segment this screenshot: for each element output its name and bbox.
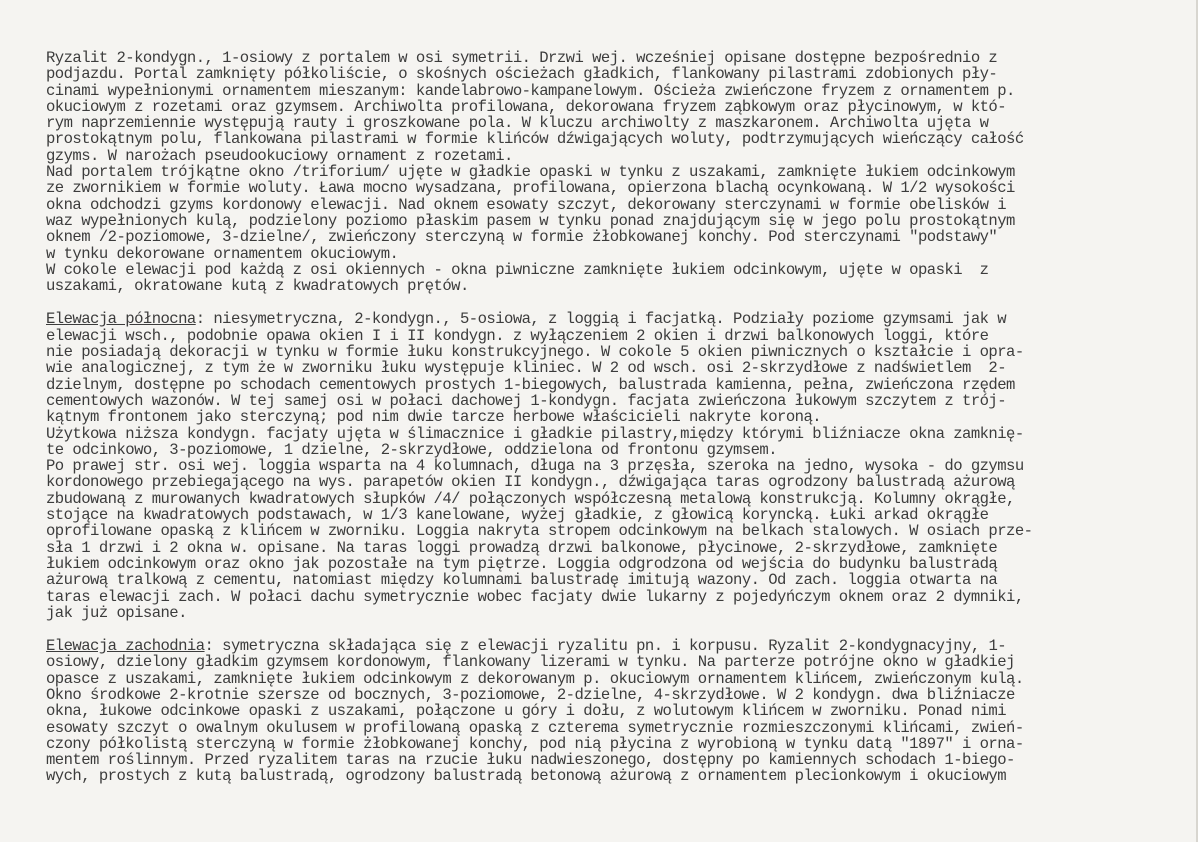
section-heading: Elewacja zachodnia	[46, 637, 205, 656]
paragraph-gap	[46, 294, 1186, 311]
paragraph	[46, 311, 1186, 621]
line-text: elewacji wsch., podobnie opawa okien I i II kondygn. z wyłączeniem 2 okien i drzwi balkonowych loggi, które	[46, 326, 989, 345]
line-text: mentem roślinnym. Przed ryzalitem taras na rzucie łuku nadwieszonego, dostępny po kamiennych schodach 1-biego-	[46, 751, 1015, 770]
text-line	[46, 328, 1186, 344]
line-text: wie analogicznej, z tym że w zworniku łuku występuje kliniec. W 2 od wsch. osi 2-skrzydłowe z nadświetlem 2-	[46, 359, 1007, 378]
text-line	[46, 507, 1186, 523]
line-text: ażurową tralkową z cementu, natomiast między kolumnami balustradę imitują wazony. Od zach. loggia otwarta na	[46, 571, 998, 590]
text-line	[46, 474, 1186, 490]
text-line	[46, 720, 1186, 736]
text-line	[46, 572, 1186, 588]
line-text: kordonowego przebiegającego na wys. parapetów okien II kondygn., dźwigająca taras ogrodzony balustradą ażurową	[46, 473, 1015, 492]
text-line	[46, 687, 1186, 703]
line-text: Nad portalem trójkątne okno /triforium/ ujęte w gładkie opaski w tynku z uszakami, zamknięte łukiem odcinkowym	[46, 163, 1015, 182]
line-text: osiowy, dzielony gładkim gzymsem kordonowym, flankowany lizerami w tynku. Na parterze potrójne okno w gładkiej	[46, 653, 1015, 672]
text-line	[46, 523, 1186, 539]
line-text: te odcinkowo, 3-poziomowe, 1 dzielne, 2-skrzydłowe, oddzielona od frontonu gzymsem.	[46, 440, 778, 459]
text-line	[46, 491, 1186, 507]
line-text: kątnym frontonem jako sterczyną; pod nim dwie tarcze herbowe właścicieli nakryte koroną.	[46, 408, 822, 427]
line-text: dzielnym, dostępne po schodach cementowych prostych 1-biegowych, balustrada kamienna, pełna, zwieńczona rzędem	[46, 375, 1015, 394]
text-line	[46, 736, 1186, 752]
line-text: Ryzalit 2-kondygn., 1-osiowy z portalem w osi symetrii. Drzwi wej. wcześniej opisane dostępne bezpośrednio z	[46, 49, 998, 67]
line-text: nie posiadają dekoracji w tynku w formie łuku konstrukcyjnego. W cokole 5 okien piwnicznych o kształcie i opra-	[46, 343, 1024, 362]
line-text: cementowych wazonów. W tej samej osi w połaci dachowej 1-kondygn. facjata zwieńczona łukowym szczytem z trój-	[46, 391, 1007, 410]
line-text: oprofilowane opaską z klińcem w zworniku. Loggia nakryta stropem odcinkowym na belkach stalowych. W osiach prze-	[46, 522, 1033, 541]
line-text: zbudowaną z murowanych kwadratowych słupków /4/ połączonych współczesną metalową konstrukcją. Kolumny okrągłe,	[46, 489, 1015, 508]
text-line	[46, 99, 1186, 115]
text-line	[46, 556, 1186, 572]
text-line	[46, 278, 1186, 294]
paragraph	[46, 638, 1186, 785]
text-line	[46, 311, 1186, 327]
paragraph	[46, 50, 1186, 294]
text-line	[46, 115, 1186, 131]
text-line	[46, 246, 1186, 262]
line-text: wych, prostych z kutą balustradą, ogrodzony balustradą betonową ażurową z ornamentem plecionkowym i okuciowym	[46, 767, 1007, 786]
text-line	[46, 213, 1186, 229]
section-heading: Elewacja północna	[46, 310, 196, 329]
text-line	[46, 703, 1186, 719]
line-text: okna odchodzi gzyms kordonowy elewacji. Nad oknem esowaty szczyt, dekorowany sterczynami w formie obelisków i	[46, 195, 1007, 214]
text-line	[46, 768, 1186, 784]
line-text: esowaty szczyt o owalnym okulusem w profilowaną opaską z czterema symetrycznie rozmieszczonymi klińcami, zwień-	[46, 718, 1024, 737]
line-text: Okno środkowe 2-krotnie szersze od bocznych, 3-poziomowe, 2-dzielne, 4-skrzydłowe. W 2 kondygn. dwa bliźniacze	[46, 685, 1015, 704]
typewritten-text	[46, 50, 1186, 785]
line-text: oknem /2-poziomowe, 3-dzielne/, zwieńczony sterczyną w formie żłobkowanej konchy. Pod sterczynami "podstawy"	[46, 228, 998, 247]
text-line	[46, 426, 1186, 442]
line-text: okuciowym z rozetami oraz gzymsem. Archiwolta profilowana, dekorowana fryzem ząbkowym oraz płycinowym, w któ-	[46, 97, 1007, 116]
text-line	[46, 377, 1186, 393]
text-line	[46, 589, 1186, 605]
text-line	[46, 83, 1186, 99]
line-text: : niesymetryczna, 2-kondygn., 5-osiowa, z loggią i facjatką. Podziały poziome gzymsami jak w	[195, 310, 1007, 329]
line-text: czony półkolistą sterczyną w formie żłobkowanej konchy, pod nią płycina z wyrobioną w tynku datą "1897" i orna-	[46, 734, 1024, 753]
text-line	[46, 131, 1186, 147]
text-line	[46, 442, 1186, 458]
line-text: okna, łukowe odcinkowe opaski z uszakami, połączone u góry i dołu, z wolutowym klińcem w zworniku. Ponad nimi	[46, 702, 1007, 721]
line-text: opasce z uszakami, zamknięte łukiem odcinkowym z dekorowanym p. okuciowym ornamentem klińcem, zwieńczonym kulą.	[46, 669, 1024, 688]
paragraph-gap	[46, 621, 1186, 638]
line-text: w tynku dekorowane ornamentem okuciowym.	[46, 244, 399, 263]
text-line	[46, 262, 1186, 278]
line-text: taras elewacji zach. W połaci dachu symetrycznie wobec facjaty dwie lukarny z pojedyńczym oknem oraz 2 dymniki,	[46, 587, 1024, 606]
line-text: uszakami, okratowane kutą z kwadratowych prętów.	[46, 277, 469, 296]
line-text: gzyms. W narożach pseudookuciowy ornament z rozetami.	[46, 146, 513, 165]
text-line	[46, 671, 1186, 687]
line-text: Użytkowa niższa kondygn. facjaty ujęta w ślimacznice i gładkie pilastry,między którymi bliźniacze okna zamknię-	[46, 424, 1024, 443]
text-line	[46, 458, 1186, 474]
text-line	[46, 229, 1186, 245]
text-line	[46, 605, 1186, 621]
line-text: stojące na kwadratowych podstawach, w 1/3 kanelowane, wyżej gładkie, z głowicą koryncką. Łuki arkad okrągłe	[46, 506, 989, 525]
text-line	[46, 752, 1186, 768]
text-line	[46, 393, 1186, 409]
text-line	[46, 638, 1186, 654]
line-text: rym naprzemiennie występują rauty i groszkowane pola. W kluczu archiwolty z maszkaronem. Archiwolta ujęta w	[46, 114, 989, 133]
line-text: : symetryczna składająca się z elewacji ryzalitu pn. i korpusu. Ryzalit 2-kondygnacyjny, 1-	[204, 637, 1007, 656]
text-line	[46, 360, 1186, 376]
text-line	[46, 409, 1186, 425]
text-line	[46, 164, 1186, 180]
text-line	[46, 654, 1186, 670]
line-text: ze zwornikiem w formie woluty. Ława mocno wysadzana, profilowana, opierzona blachą ocynkowaną. W 1/2 wysokości	[46, 179, 1015, 198]
line-text: jak już opisane.	[46, 603, 187, 622]
line-text: łukiem odcinkowym oraz okno jak pozostałe na tym piętrze. Loggia odgrodzona od wejścia do budynku balustradą	[46, 554, 998, 573]
text-line	[46, 344, 1186, 360]
text-line	[46, 66, 1186, 82]
line-text: W cokole elewacji pod każdą z osi okiennych - okna piwniczne zamknięte łukiem odcinkowym, ujęte w opaski z	[46, 260, 989, 279]
line-text: prostokątnym polu, flankowana pilastrami w formie klińców dźwigających woluty, podtrzymujących wieńczący całość	[46, 130, 1024, 149]
line-text: cinami wypełnionymi ornamentem mieszanym: kandelabrowo-kampanelowym. Ościeża zwieńczone fryzem z ornamentem p.	[46, 81, 1015, 100]
text-line	[46, 197, 1186, 213]
text-line	[46, 50, 1186, 66]
line-text: podjazdu. Portal zamknięty półkoliście, o skośnych ościeżach gładkich, flankowany pilastrami zdobionych pły-	[46, 65, 998, 84]
text-line	[46, 540, 1186, 556]
line-text: sła 1 drzwi i 2 okna w. opisane. Na taras loggi prowadzą drzwi balkonowe, płycinowe, 2-skrzydłowe, zamknięte	[46, 538, 998, 557]
line-text: Po prawej str. osi wej. loggia wsparta na 4 kolumnach, długa na 3 przęsła, szeroka na jedno, wysoka - do gzymsu	[46, 457, 1024, 476]
text-line	[46, 148, 1186, 164]
line-text: waz wypełnionych kulą, podzielony poziomo płaskim pasem w tynku ponad znajdującym się w jego polu prostokątnym	[46, 211, 1015, 230]
text-line	[46, 180, 1186, 196]
